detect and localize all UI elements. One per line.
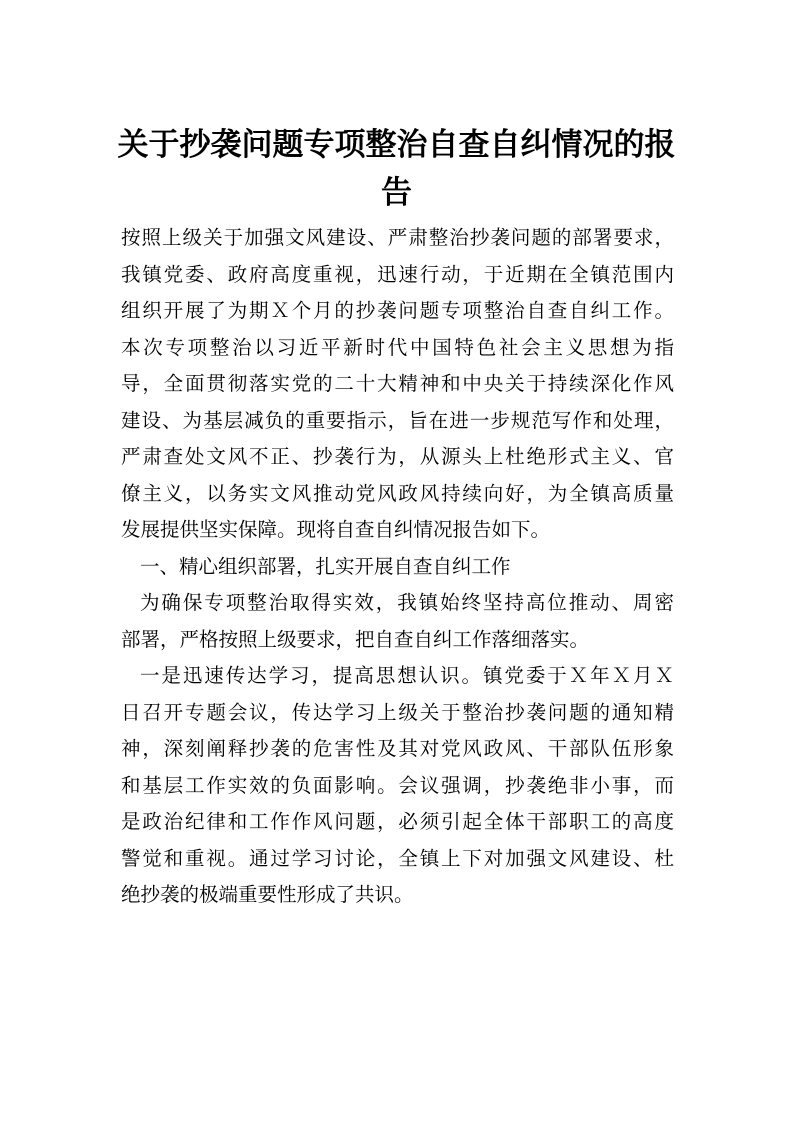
text-line: 绝抄袭的极端重要性形成了共识。 bbox=[121, 883, 414, 906]
text-line: 本次专项整治以习近平新时代中国特色社会主义思想为指 bbox=[121, 335, 674, 359]
text-line: 建设、为基层减负的重要指示，旨在进一步规范写作和处理， bbox=[121, 408, 674, 432]
text-line: 严肃查处文风不正、抄袭行为，从源头上杜绝形式主义、官 bbox=[121, 445, 674, 468]
paragraph bbox=[121, 585, 674, 658]
text-line: 导，全面贯彻落实党的二十大精神和中央关于持续深化作风 bbox=[121, 372, 674, 395]
text-line: 神，深刻阐释抄袭的危害性及其对党风政风、干部队伍形象 bbox=[121, 737, 674, 760]
text-line: 为确保专项整治取得实效，我镇始终坚持高位推动、周密 bbox=[140, 591, 674, 614]
text-line: 僚主义，以务实文风推动党风政风持续向好，为全镇高质量 bbox=[121, 481, 674, 505]
paragraph bbox=[121, 549, 674, 586]
text-line: 部署，严格按照上级要求，把自查自纠工作落细落实。 bbox=[121, 627, 590, 651]
text-line: 组织开展了为期Ｘ个月的抄袭问题专项整治自查自纠工作。 bbox=[121, 299, 674, 322]
text-line: 警觉和重视。通过学习讨论，全镇上下对加强文风建设、杜 bbox=[121, 846, 674, 870]
text-line: 一、精心组织部署，扎实开展自查自纠工作 bbox=[140, 554, 511, 578]
document-title-continued: 告 bbox=[381, 175, 412, 211]
text-line: 和基层工作实效的负面影响。会议强调，抄袭绝非小事，而 bbox=[121, 773, 674, 797]
document-title: 关于抄袭问题专项整治自查自纠情况的报 bbox=[117, 127, 676, 163]
text-line: 按照上级关于加强文风建设、严肃整治抄袭问题的部署要求， bbox=[121, 226, 674, 249]
paragraph bbox=[121, 220, 674, 549]
document-body bbox=[121, 220, 674, 914]
text-line: 一是迅速传达学习，提高思想认识。镇党委于Ｘ年Ｘ月Ｘ bbox=[140, 664, 674, 687]
text-line: 日召开专题会议，传达学习上级关于整治抄袭问题的通知精 bbox=[121, 700, 674, 724]
text-line: 我镇党委、政府高度重视，迅速行动，于近期在全镇范围内 bbox=[121, 262, 674, 286]
text-line: 是政治纪律和工作作风问题，必须引起全体干部职工的高度 bbox=[121, 810, 674, 833]
text-line: 发展提供坚实保障。现将自查自纠情况报告如下。 bbox=[121, 518, 551, 541]
paragraph bbox=[121, 658, 674, 914]
